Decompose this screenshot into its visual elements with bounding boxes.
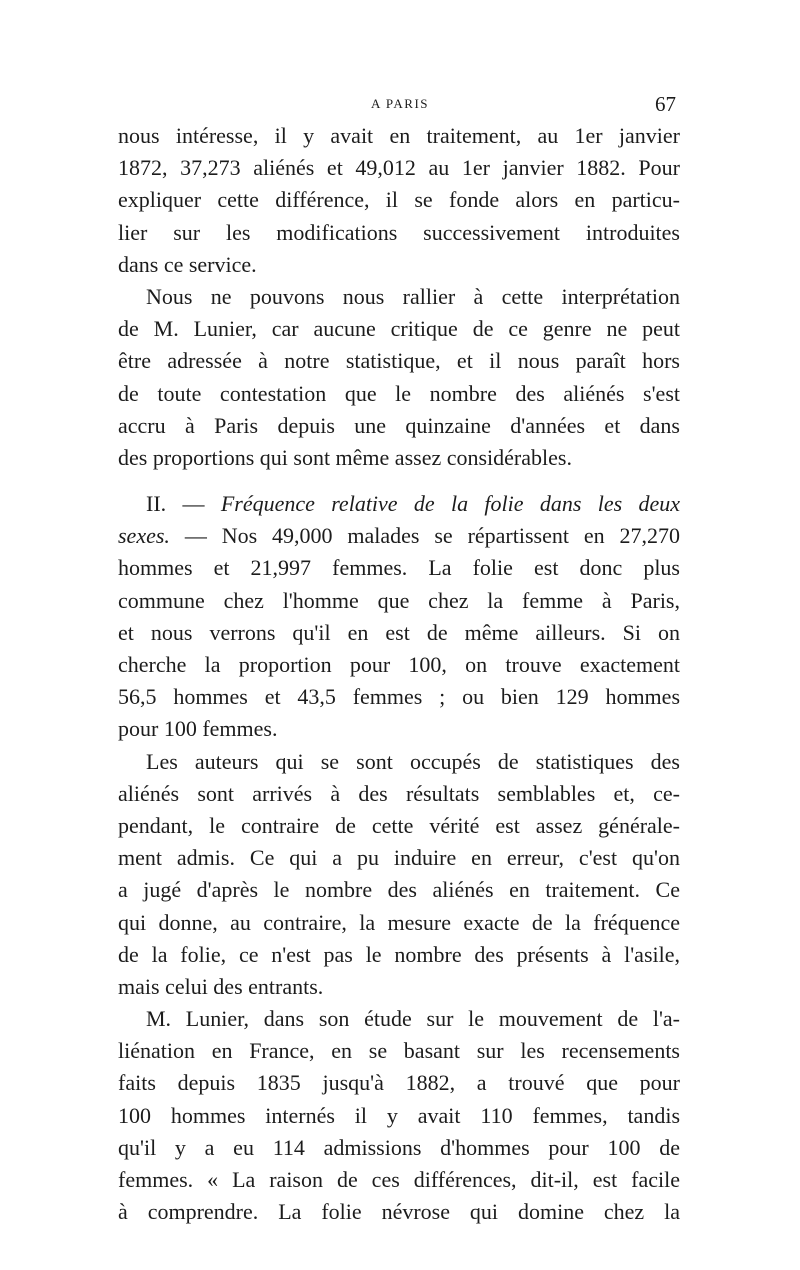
text-line: de toute contestation que le nombre des aliénés s'est bbox=[118, 380, 680, 406]
body-text bbox=[118, 120, 680, 1228]
text-line: expliquer cette différence, il se fonde alors en particu- bbox=[118, 187, 680, 213]
text-line: à comprendre. La folie névrose qui domine chez la bbox=[118, 1199, 680, 1225]
text-line: nous intéresse, il y avait en traitement, au 1er janvier bbox=[118, 123, 680, 148]
text-line: de la folie, ce n'est pas le nombre des présents à l'asile, bbox=[118, 941, 680, 967]
text-line: cherche la proportion pour 100, on trouve exactement bbox=[118, 652, 680, 677]
text-line: de M. Lunier, car aucune critique de ce genre ne peut bbox=[118, 316, 680, 342]
section-first-line-rest: — Nos 49,000 malades se répartissent en 27,270 bbox=[184, 523, 681, 549]
text-line: et nous verrons qu'il en est de même ailleurs. Si on bbox=[118, 619, 680, 645]
text-line: liénation en France, en se basant sur les recensements bbox=[118, 1038, 680, 1064]
text-line: lier sur les modifications successivement introduites bbox=[118, 219, 680, 245]
text-line: commune chez l'homme que chez la femme à Paris, bbox=[118, 587, 680, 613]
section-number: II. — bbox=[146, 491, 205, 517]
section-title-cont: sexes. bbox=[118, 523, 170, 549]
text-line: qui donne, au contraire, la mesure exacte de la fréquence bbox=[118, 909, 680, 935]
text-line: Nous ne pouvons nous rallier à cette interprétation bbox=[146, 283, 680, 309]
text-line: aliénés sont arrivés à des résultats semblables et, ce- bbox=[118, 780, 680, 806]
text-line: femmes. « La raison de ces différences, dit-il, est facile bbox=[118, 1167, 680, 1192]
text-line: 56,5 hommes et 43,5 femmes ; ou bien 129 hommes bbox=[118, 684, 680, 710]
page-number: 67 bbox=[655, 92, 676, 116]
text-line: ment admis. Ce qui a pu induire en erreur, c'est qu'on bbox=[118, 845, 680, 871]
text-line: des proportions qui sont même assez considérables. bbox=[118, 444, 572, 470]
text-line: Les auteurs qui se sont occupés de statistiques des bbox=[146, 748, 680, 774]
text-line: hommes et 21,997 femmes. La folie est donc plus bbox=[118, 555, 680, 581]
section-heading-line-2 bbox=[118, 520, 680, 552]
text-line: être adressée à notre statistique, et il nous paraît hors bbox=[118, 348, 680, 374]
text-line: 1872, 37,273 aliénés et 49,012 au 1er janvier 1882. Pour bbox=[118, 155, 680, 181]
paragraph-group-2 bbox=[118, 552, 680, 1228]
text-line: pendant, le contraire de cette vérité est assez générale- bbox=[118, 812, 680, 838]
text-line: dans ce service. bbox=[118, 251, 257, 277]
text-line: mais celui des entrants. bbox=[118, 973, 324, 999]
running-head bbox=[120, 92, 680, 116]
section-title: Fréquence relative de la folie dans les deux bbox=[220, 491, 681, 517]
text-line: a jugé d'après le nombre des aliénés en traitement. Ce bbox=[118, 877, 680, 903]
section-heading-line bbox=[118, 488, 680, 520]
text-line: faits depuis 1835 jusqu'à 1882, a trouvé que pour bbox=[118, 1070, 680, 1096]
text-line: pour 100 femmes. bbox=[118, 716, 278, 742]
running-title: A PARIS bbox=[370, 96, 430, 111]
text-line: M. Lunier, dans son étude sur le mouvement de l'a- bbox=[146, 1006, 680, 1032]
text-line: qu'il y a eu 114 admissions d'hommes pour 100 de bbox=[118, 1134, 680, 1160]
text-line: accru à Paris depuis une quinzaine d'années et dans bbox=[118, 412, 680, 438]
paragraph-group-1 bbox=[118, 120, 680, 474]
text-line: 100 hommes internés il y avait 110 femmes, tandis bbox=[118, 1102, 680, 1128]
